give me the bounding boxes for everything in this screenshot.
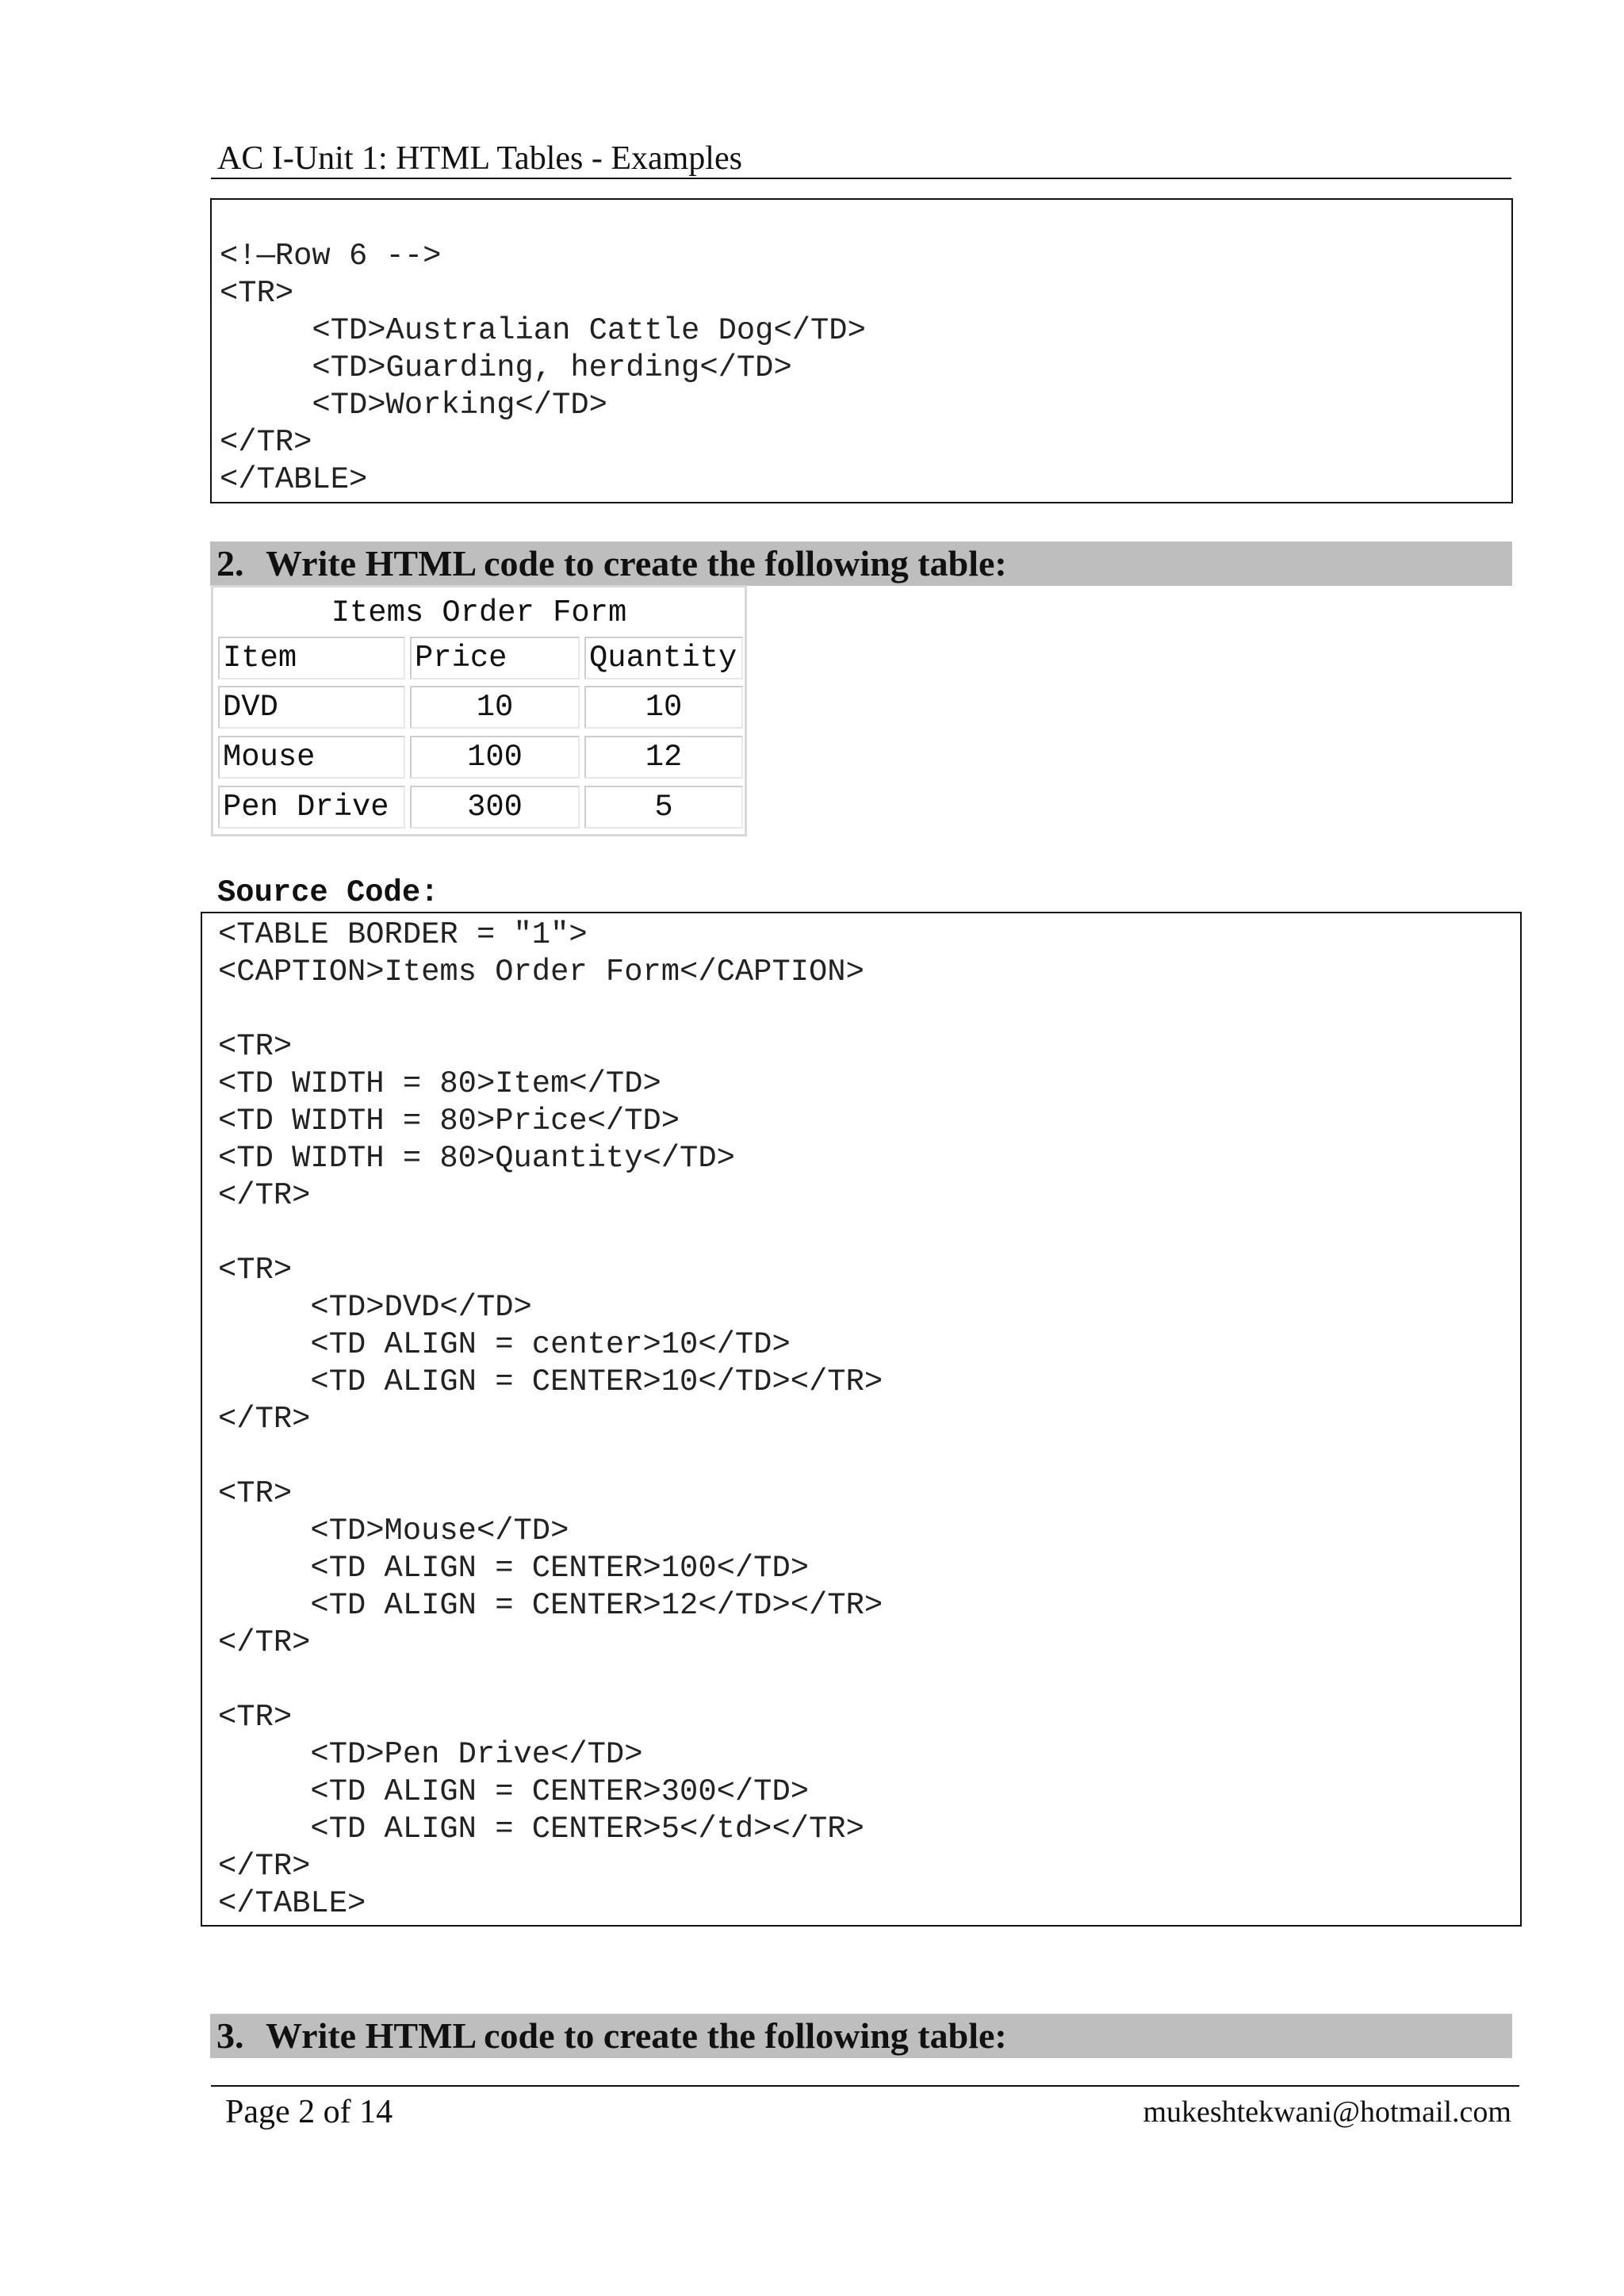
footer-divider (211, 2085, 1519, 2087)
table-cell: 300 (410, 786, 580, 828)
code-text: <!—Row 6 --> <TR> <TD>Australian Cattle Dog</TD> <TD>Guarding, herding</TD> <TD>Working</TD> </TR> </TABLE> (220, 239, 866, 497)
question-number: 2. (216, 543, 244, 584)
table-caption: Items Order Form (331, 595, 627, 630)
table-cell: Mouse (218, 736, 405, 779)
table-cell: 5 (584, 786, 743, 828)
table-cell: Pen Drive (218, 786, 405, 828)
question-2-heading (210, 541, 1512, 586)
code-text: <TABLE BORDER = "1"> <CAPTION>Items Order Form</CAPTION> <TR> <TD WIDTH = 80>Item</TD> <TD WIDTH = 80>Price</TD> <TD WIDTH = 80>Quantity</TD> </TR> <TR> <TD>DVD</TD> <TD ALIGN = center>10</TD> <TD ALIGN = CENTER>10</TD></TR> </TR> <TR> <TD>Mouse</TD> <TD ALIGN = CENTER>100</TD> <TD ALIGN = CENTER>12</TD></TR> </TR> <TR> <TD>Pen Drive</TD> <TD ALIGN = CENTER>300</TD> <TD ALIGN = CENTER>5</td></TR> </TR> </TABLE> (218, 917, 883, 1921)
code-block-source (201, 912, 1522, 1927)
table-cell: 10 (584, 686, 743, 729)
question-text: Write HTML code to create the following table: (266, 2015, 1007, 2056)
table-cell: DVD (218, 686, 405, 729)
page-number: Page 2 of 14 (225, 2094, 393, 2130)
table-cell: 100 (410, 736, 580, 779)
header-cell-price: Price (410, 637, 580, 679)
header-cell-item: Item (218, 637, 405, 679)
items-order-form-table (211, 585, 747, 836)
code-block-row6 (210, 198, 1513, 503)
header-divider (211, 178, 1511, 179)
table-cell: 10 (410, 686, 580, 729)
question-number: 3. (216, 2015, 244, 2056)
author-email: mukeshtekwani@hotmail.com (1143, 2095, 1511, 2129)
table-cell: 12 (584, 736, 743, 779)
source-code-label: Source Code: (217, 875, 439, 910)
question-3-heading (210, 2014, 1512, 2058)
page-header-title: AC I-Unit 1: HTML Tables - Examples (217, 140, 742, 177)
header-cell-quantity: Quantity (584, 637, 743, 679)
question-text: Write HTML code to create the following table: (266, 543, 1007, 584)
